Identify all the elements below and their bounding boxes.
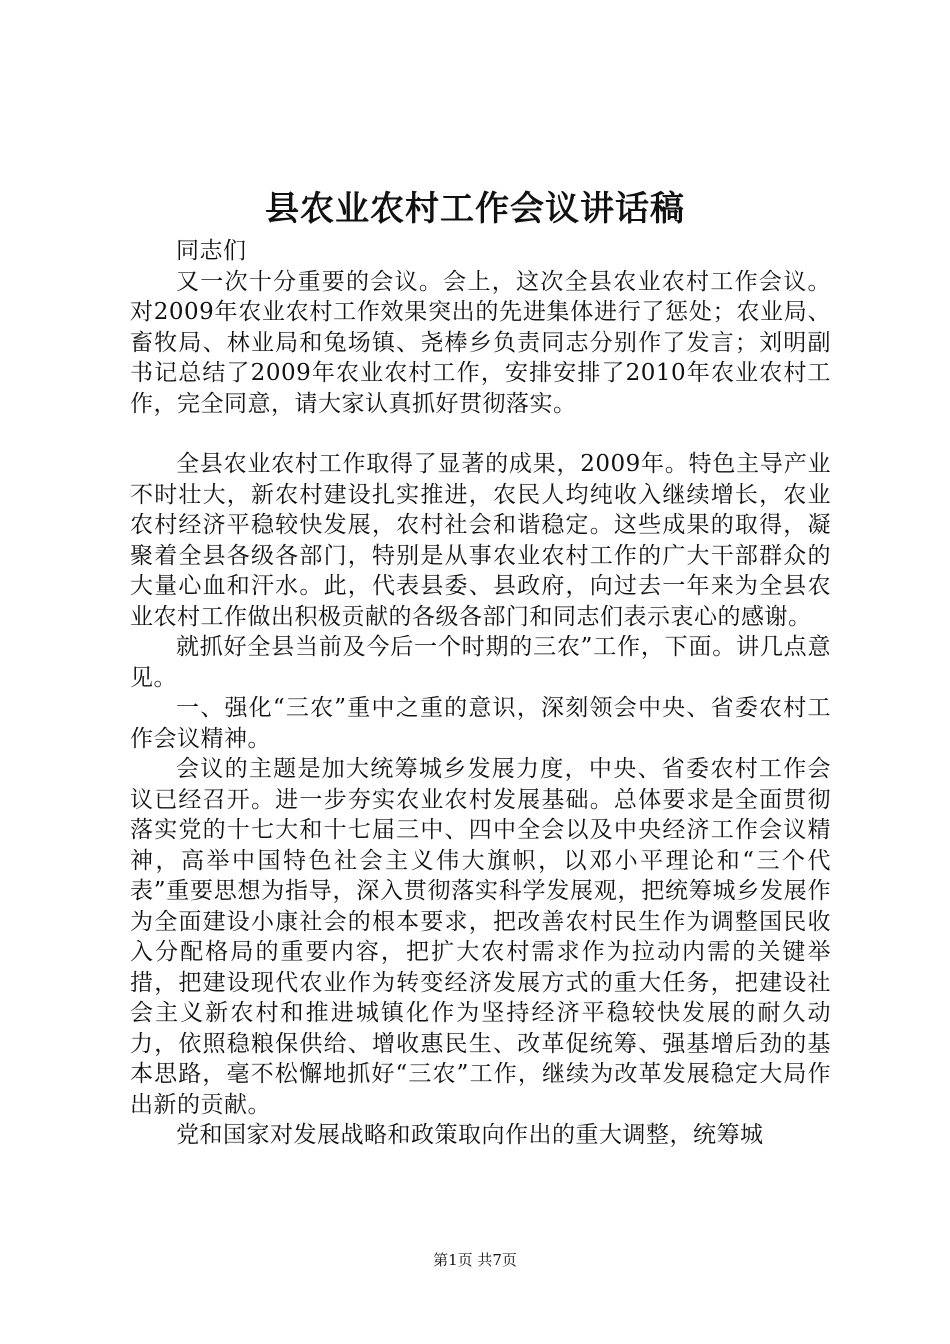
intro-opinions-paragraph: 就抓好全县当前及今后一个时期的三农”工作，下面。讲几点意见。 [130,634,831,691]
achievements-paragraph: 全县农业农村工作取得了显著的成果，2009年。特色主导产业不时壮大，新农村建设扎实推进，农民人均纯收入继续增长，农业农村经济平稳较快发展，农村社会和谐稳定。这些成果的取得，凝聚着全县各级各部门，特别是从事农业农村工作的广大干部群众的大量心血和汗水。此，代表县委、县政府，向过去一年来为全县农业农村工作做出积极贡献的各级各部门和同志们表示衷心的感谢。 [130,451,831,630]
strategy-paragraph: 党和国家对发展战略和政策取向作出的重大调整，统筹城 [176,1122,764,1148]
document-title: 县农业农村工作会议讲话稿 [265,189,685,229]
section-heading-1: 一、强化“三农”重中之重的意识，深刻领会中央、省委农村工作会议精神。 [130,695,831,752]
salutation-paragraph: 同志们 [176,238,247,264]
opening-paragraph: 又一次十分重要的会议。会上，这次全县农业农村工作会议。对2009年农业农村工作效果突出的先进集体进行了惩处；农业局、畜牧局、林业局和兔场镇、尧棒乡负责同志分别作了发言；刘明副书记总结了2009年农业农村工作，安排安排了2010年农业农村工作，完全同意，请大家认真抓好贯彻落实。 [130,268,831,417]
meeting-theme-paragraph: 会议的主题是加大统筹城乡发展力度，中央、省委农村工作会议已经召开。进一步夯实农业农村发展基础。总体要求是全面贯彻落实党的十七大和十七届三中、四中全会以及中央经济工作会议精神，高举中国特色社会主义伟大旗帜，以邓小平理论和“三个代表”重要思想为指导，深入贯彻落实科学发展观，把统筹城乡发展作为全面建设小康社会的根本要求，把改善农村民生作为调整国民收入分配格局的重要内容，把扩大农村需求作为拉动内需的关键举措，把建设现代农业作为转变经济发展方式的重大任务，把建设社会主义新农村和推进城镇化作为坚持经济平稳较快发展的耐久动力，依照稳粮保供给、增收惠民生、改革促统筹、强基增后劲的基本思路，毫不松懈地抓好“三农”工作，继续为改革发展稳定大局作出新的贡献。 [130,756,831,1118]
document-body [130,236,831,1151]
page-number-footer: 第1页 共7页 [433,1251,517,1269]
